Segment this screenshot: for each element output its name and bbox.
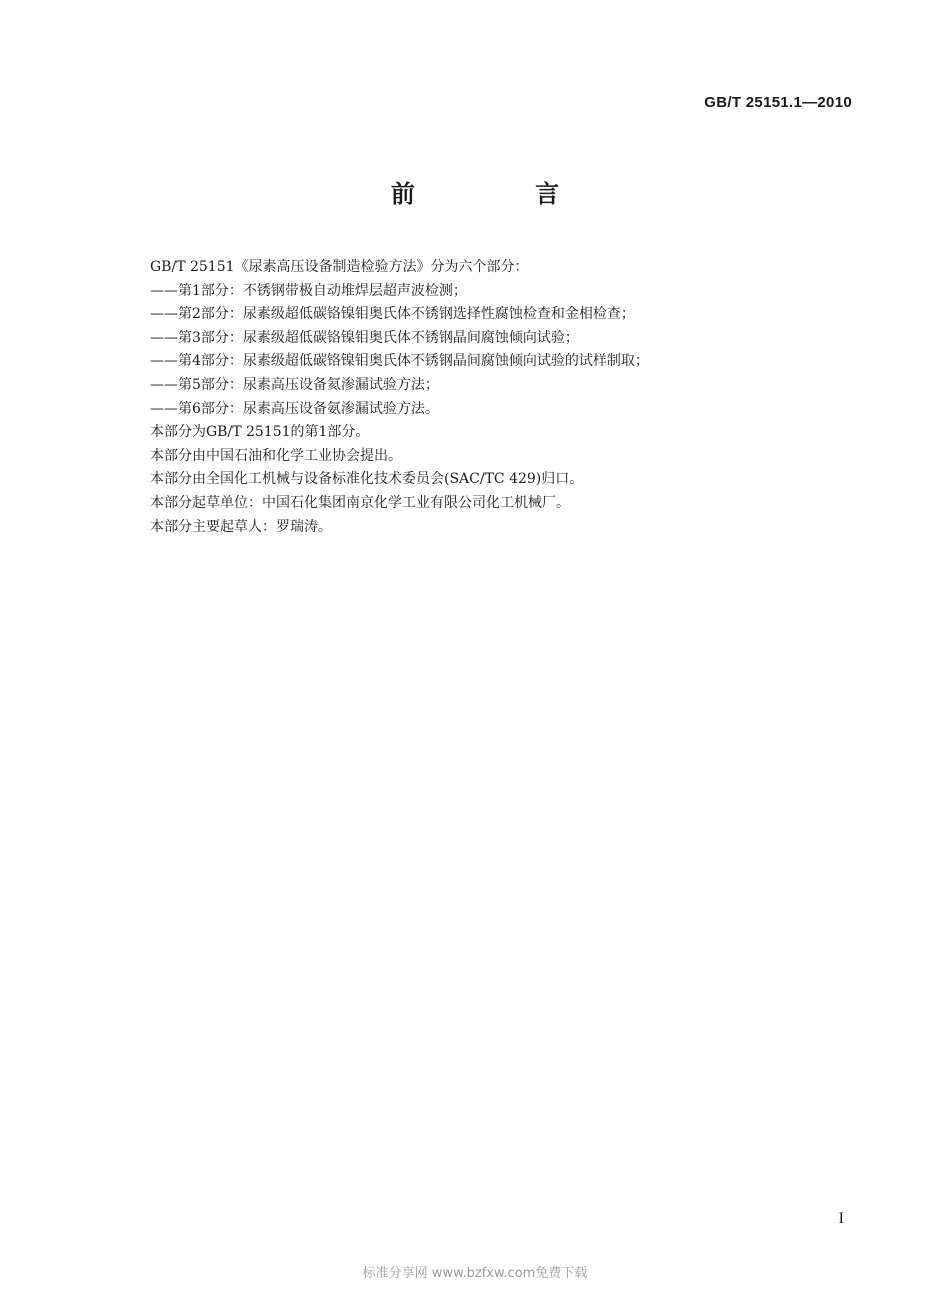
part-list-item-3: ——第3部分：尿素级超低碳铬镍钼奥氏体不锈钢晶间腐蚀倾向试验； bbox=[150, 329, 579, 346]
part-list-item-4: ——第4部分：尿素级超低碳铬镍钼奥氏体不锈钢晶间腐蚀倾向试验的试样制取； bbox=[150, 353, 649, 370]
drafting-unit-statement: 本部分起草单位：中国石化集团南京化学工业有限公司化工机械厂。 bbox=[150, 494, 570, 511]
proposer-statement: 本部分由中国石油和化学工业协会提出。 bbox=[150, 447, 402, 464]
part-list-item-6: ——第6部分：尿素高压设备氨渗漏试验方法。 bbox=[150, 400, 439, 417]
intro-paragraph: GB/T 25151《尿素高压设备制造检验方法》分为六个部分： bbox=[150, 259, 529, 275]
drafter-statement: 本部分主要起草人：罗瑞涛。 bbox=[150, 518, 332, 535]
part-list-item-2: ——第2部分：尿素级超低碳铬镍钼奥氏体不锈钢选择性腐蚀检查和金相检查； bbox=[150, 306, 635, 323]
part-list-item-1: ——第1部分：不锈钢带极自动堆焊层超声波检测； bbox=[150, 282, 467, 299]
standard-code: GB/T 25151.1—2010 bbox=[704, 94, 852, 111]
part-statement: 本部分为GB/T 25151的第1部分。 bbox=[150, 424, 370, 441]
foreword-body bbox=[150, 256, 850, 539]
page-number: I bbox=[838, 1210, 844, 1227]
watermark-text: 标准分享网 www.bzfxw.com免费下载 bbox=[362, 1266, 588, 1281]
page-title: 前 言 bbox=[390, 180, 616, 208]
part-list-item-5: ——第5部分：尿素高压设备氦渗漏试验方法； bbox=[150, 376, 439, 393]
committee-statement: 本部分由全国化工机械与设备标准化技术委员会(SAC/TC 429)归口。 bbox=[150, 471, 584, 488]
